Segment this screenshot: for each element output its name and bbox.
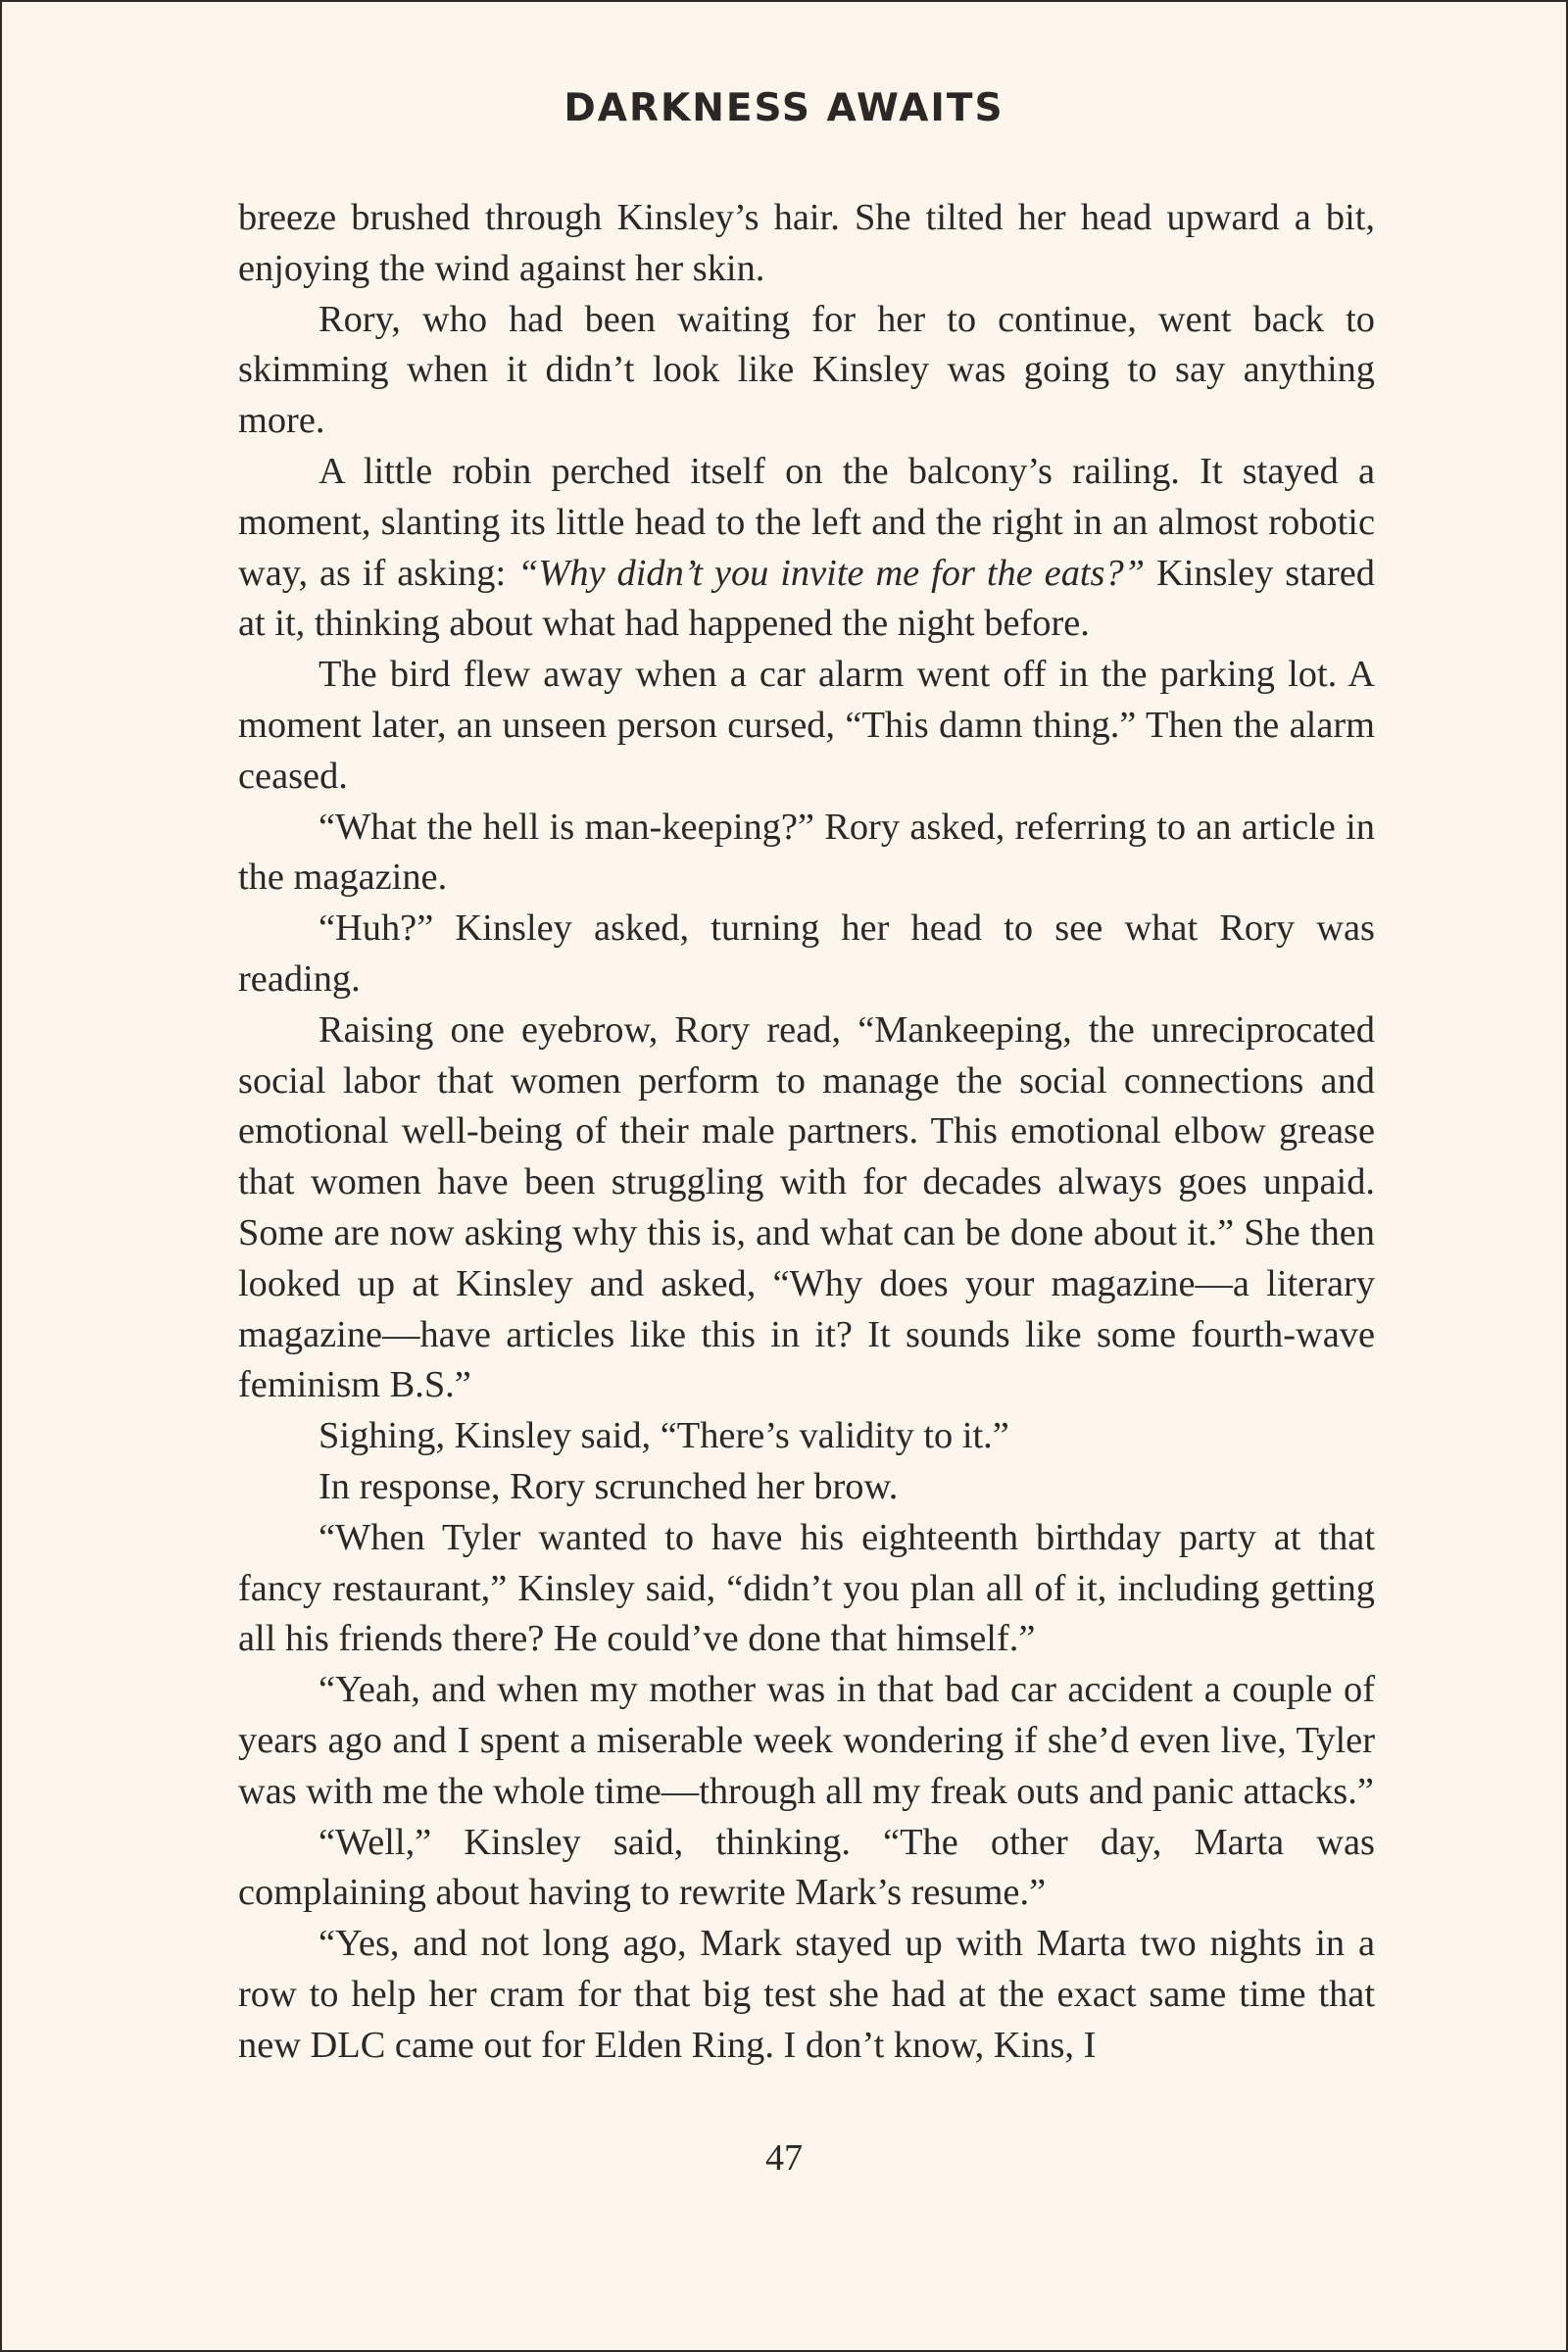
- paragraph-10: “When Tyler wanted to have his eighteenth birthday party at that fancy restaurant,” Kinsley said, “didn’t you plan all of it, including getting all his friends there? He could’ve done that himself.”: [238, 1516, 1375, 1660]
- paragraph-5: “What the hell is man-keeping?” Rory asked, referring to an article in the magazine.: [238, 806, 1375, 899]
- paragraph-13: “Yes, and not long ago, Mark stayed up with Marta two nights in a row to help her cram for that big test she had at the exact same time that new DLC came out for Elden Ring. I don’t know, Kins, I: [238, 1923, 1375, 2066]
- paragraph-3-before: A little robin perched itself on the balcony’s railing. It stayed a moment, slanting its little head to the left and the right in an almost robotic way, as if asking:: [238, 450, 1375, 594]
- paragraph-3-italic: “Why didn’t you invite me for the eats?”: [517, 552, 1146, 594]
- paragraph-12: “Well,” Kinsley said, thinking. “The other day, Marta was complaining about having to rewrite Mark’s resume.”: [238, 1821, 1375, 1914]
- paragraph-8: Sighing, Kinsley said, “There’s validity to it.”: [318, 1415, 1009, 1457]
- paragraph-4: The bird flew away when a car alarm went off in the parking lot. A moment later, an unseen person cursed, “This damn thing.” Then the alarm ceased.: [238, 654, 1375, 797]
- paragraph-6: “Huh?” Kinsley asked, turning her head to see what Rory was reading.: [238, 907, 1375, 1000]
- paragraph-3-after: Kinsley stared at it, thinking about what had happened the night before.: [238, 552, 1375, 645]
- paragraph-11: “Yeah, and when my mother was in that bad car accident a couple of years ago and I spent a miserable week wondering if she’d even live, Tyler was with me the whole time—through all my freak outs and panic attacks.”: [238, 1669, 1375, 1812]
- running-head: DARKNESS AWAITS: [564, 86, 1004, 130]
- paragraph-1: breeze brushed through Kinsley’s hair. She tilted her head upward a bit, enjoying the wind against her skin.: [238, 197, 1375, 289]
- paragraph-2: Rory, who had been waiting for her to continue, went back to skimming when it didn’t look like Kinsley was going to say anything more.: [238, 298, 1375, 442]
- paragraph-3: [238, 447, 1375, 650]
- paragraph-9: In response, Rory scrunched her brow.: [318, 1465, 899, 1507]
- paragraph-7: Raising one eyebrow, Rory read, “Mankeeping, the unreciprocated social labor that women perform to manage the social connections and emotional well-being of their male partners. This emotional elbow grease that women have been struggling with for decades always goes unpaid. Some are now asking why this is, and what can be done about it.” She then looked up at Kinsley and asked, “Why does your magazine—a literary magazine—have articles like this in it? It sounds like some fourth-wave feminism B.S.”: [238, 1008, 1375, 1406]
- body-text: [238, 193, 1375, 2071]
- page-number: 47: [765, 2137, 803, 2179]
